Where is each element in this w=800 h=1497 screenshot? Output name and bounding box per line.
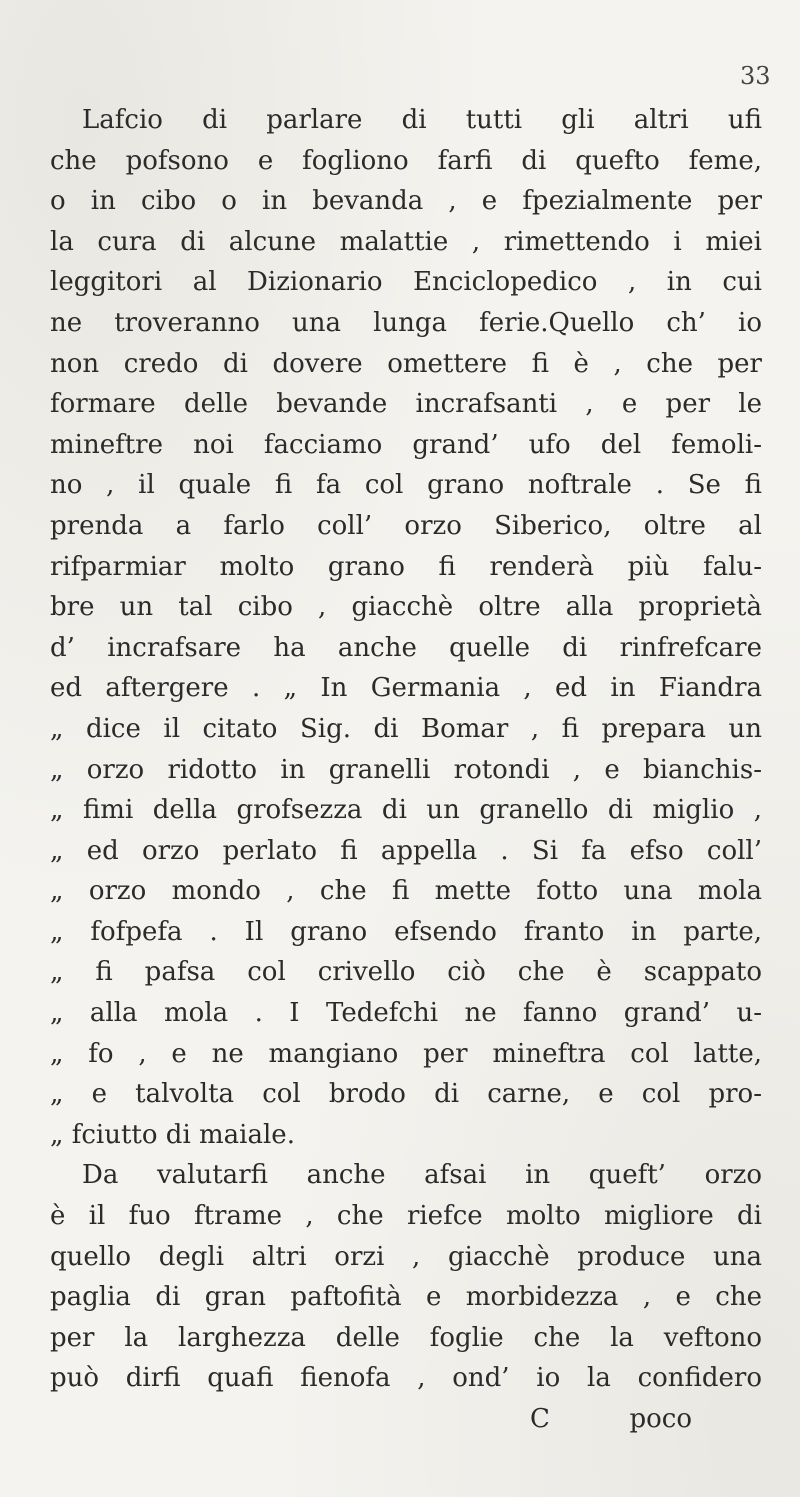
text-line: „ dice il citato Sig. di Bomar , fi prepara un xyxy=(50,713,762,744)
text-line: prenda a farlo coll’ orzo Siberico, oltre al xyxy=(50,510,762,541)
text-line: la cura di alcune malattie , rimettendo i miei xyxy=(50,226,762,257)
text-line: „ fofpefa . Il grano efsendo franto in parte, xyxy=(50,916,762,947)
text-line: „ orzo ridotto in granelli rotondi , e bianchis- xyxy=(50,754,762,785)
text-line: „ fo , e ne mangiano per mineftra col latte, xyxy=(50,1038,762,1069)
signature-line xyxy=(50,1399,762,1440)
text-line: non credo di dovere omettere fi è , che per xyxy=(50,348,762,379)
text-line: è il fuo ftrame , che riefce molto migliore di xyxy=(50,1201,762,1232)
text-line: „ orzo mondo , che fi mette fotto una mola xyxy=(50,876,762,907)
text-line: „ e talvolta col brodo di carne, e col pro- xyxy=(50,1079,762,1110)
text-line: o in cibo o in bevanda , e fpezialmente per xyxy=(50,186,762,217)
text-line: „ alla mola . I Tedefchi ne fanno grand’ u- xyxy=(50,998,762,1029)
text-line: ed aftergere . „ In Germania , ed in Fiandra xyxy=(50,673,762,704)
text-line: „ fimi della grofsezza di un granello di miglio , xyxy=(50,795,762,826)
text-line: formare delle bevande incrafsanti , e per le xyxy=(50,389,762,420)
text-line: quello degli altri orzi , giacchè produce una xyxy=(50,1241,762,1272)
catchword: poco xyxy=(629,1404,692,1434)
signature-mark: C xyxy=(530,1404,550,1434)
text-line: rifparmiar molto grano fi renderà più falu- xyxy=(50,551,762,582)
text-line: ne troveranno una lunga ferie.Quello ch’ io xyxy=(50,307,762,338)
page-number: 33 xyxy=(740,62,771,90)
text-line: mineftre noi facciamo grand’ ufo del femoli- xyxy=(50,429,762,460)
text-line: paglia di gran paftofità e morbidezza , e che xyxy=(50,1282,762,1313)
body-text xyxy=(50,100,762,1440)
text-line: per la larghezza delle foglie che la veftono xyxy=(50,1322,762,1353)
text-line: leggitori al Dizionario Enciclopedico , in cui xyxy=(50,267,762,298)
text-line: no , il quale fi fa col grano noftrale . Se fi xyxy=(50,470,762,501)
text-line: bre un tal cibo , giacchè oltre alla proprietà xyxy=(50,592,762,623)
text-line: „ fi pafsa col crivello ciò che è scappato xyxy=(50,957,762,988)
text-line: „ ed orzo perlato fi appella . Si fa efso coll’ xyxy=(50,835,762,866)
text-line: d’ incrafsare ha anche quelle di rinfrefcare xyxy=(50,632,762,663)
text-line: può dirfi quafi fienofa , ond’ io la confidero xyxy=(50,1363,762,1394)
text-line: Da valutarfi anche afsai in queft’ orzo xyxy=(82,1160,762,1191)
text-line: che pofsono e fogliono farfi di quefto feme, xyxy=(50,145,762,176)
text-line: „ fciutto di maiale. xyxy=(50,1119,295,1150)
text-line: Lafcio di parlare di tutti gli altri ufi xyxy=(82,105,762,135)
